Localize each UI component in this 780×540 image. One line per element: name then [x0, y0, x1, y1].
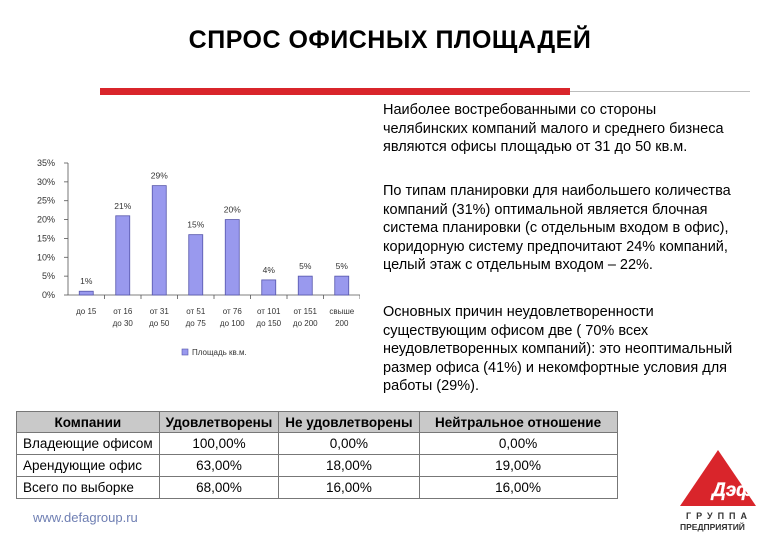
y-tick-label: 10% [36, 252, 55, 263]
bar [152, 186, 166, 295]
title-underline-red [100, 88, 570, 95]
table-header-unsatisfied: Не удовлетворены [279, 412, 419, 433]
table-row [17, 477, 618, 499]
table-header-row [17, 412, 618, 433]
table-cell: Всего по выборке [17, 477, 160, 499]
table-cell: Арендующие офис [17, 455, 160, 477]
legend-label: Площадь кв.м. [192, 348, 247, 357]
table-cell: 100,00% [159, 433, 279, 455]
table-cell: 18,00% [279, 455, 419, 477]
x-tick-label: от 76 [222, 307, 242, 316]
defa-logo [678, 448, 768, 536]
bar [79, 291, 93, 295]
bar [335, 276, 349, 295]
x-tick-label: от 31 [149, 307, 169, 316]
y-tick-label: 20% [36, 214, 55, 225]
x-tick-label: до 100 [219, 319, 245, 328]
paragraph-size-demand: Наиболее востребованными со стороны челябинских компаний малого и среднего бизнеса являются офисы площадью от 31 до 50 кв.м. [383, 102, 724, 155]
bar [225, 220, 239, 295]
table-cell: 0,00% [279, 433, 419, 455]
x-tick-label: от 151 [293, 307, 318, 316]
data-label: 5% [335, 261, 348, 272]
x-tick-label: до 50 [149, 319, 170, 328]
table-cell: 16,00% [419, 477, 617, 499]
x-tick-label: до 200 [292, 319, 318, 328]
x-tick-label: свыше [329, 307, 355, 316]
x-tick-label: до 75 [185, 319, 206, 328]
x-tick-label: от 51 [186, 307, 206, 316]
x-tick-label: от 16 [113, 307, 133, 316]
table-cell: 0,00% [419, 433, 617, 455]
bar [298, 276, 312, 295]
y-tick-label: 15% [36, 233, 55, 244]
data-label: 4% [262, 264, 275, 275]
paragraph-layout-preference: По типам планировки для наибольшего количества компаний (31%) оптимальной является блочная система планировки (с отдельным входом в офис), коридорную систему предпочитают 24% компаний, целый этаж с отдельным входом – 22%. [383, 183, 731, 273]
logo-line1: ГРУППА [686, 511, 753, 521]
logo-line2: ПРЕДПРИЯТИЙ [680, 522, 745, 532]
data-label: 15% [187, 219, 205, 230]
logo-brand: Дэфа [712, 480, 764, 501]
title-underline [100, 88, 750, 95]
legend-swatch [182, 349, 188, 355]
data-label: 1% [80, 276, 93, 287]
table-cell: 63,00% [159, 455, 279, 477]
table-row [17, 433, 618, 455]
table-header-companies: Компании [17, 412, 160, 433]
x-tick-label: до 15 [76, 307, 97, 316]
data-label: 21% [114, 200, 132, 211]
satisfaction-table [16, 411, 618, 499]
data-label: 29% [150, 170, 168, 181]
page-title: СПРОС ОФИСНЫХ ПЛОЩАДЕЙ [188, 26, 592, 54]
y-tick-label: 25% [36, 195, 55, 206]
website-link[interactable]: www.defagroup.ru [33, 510, 138, 525]
table-cell: 16,00% [279, 477, 419, 499]
table-cell: 19,00% [419, 455, 617, 477]
title-underline-gray [570, 91, 750, 92]
bar-chart [30, 150, 360, 375]
bar [262, 280, 276, 295]
table-cell: Владеющие офисом [17, 433, 160, 455]
y-tick-label: 35% [36, 158, 55, 168]
data-label: 5% [299, 261, 312, 272]
data-label: 20% [223, 204, 241, 215]
x-tick-label: до 30 [112, 319, 133, 328]
x-tick-label: 200 [335, 319, 349, 328]
table-header-satisfied: Удовлетворены [159, 412, 279, 433]
y-tick-label: 30% [36, 176, 55, 187]
bar [116, 216, 130, 295]
bar [189, 235, 203, 295]
x-tick-label: от 101 [256, 307, 281, 316]
y-tick-label: 0% [41, 290, 55, 300]
paragraph-dissatisfaction: Основных причин неудовлетворенности существующим офисом две ( 70% всех неудовлетворенных компаний): это неоптимальный размер офиса (41%) и некомфортные условия для работы (29%). [383, 304, 733, 394]
x-tick-label: до 150 [256, 319, 282, 328]
table-row [17, 455, 618, 477]
table-cell: 68,00% [159, 477, 279, 499]
y-tick-label: 5% [41, 271, 55, 282]
table-header-neutral: Нейтральное отношение [419, 412, 617, 433]
